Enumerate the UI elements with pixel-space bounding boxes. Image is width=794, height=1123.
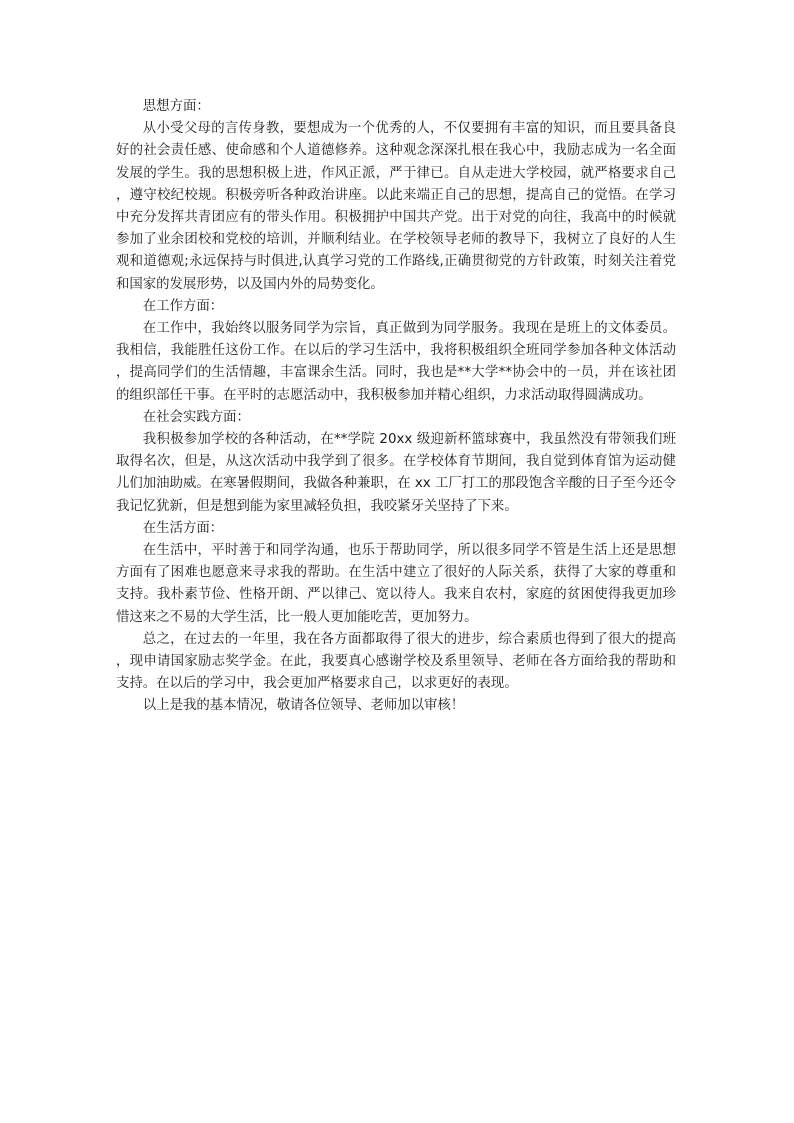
paragraph-social-practice: 我积极参加学校的各种活动，在**学院 20xx 级迎新杯篮球赛中，我虽然没有带领我们班取得名次，但是，从这次活动中我学到了很多。在学校体育节期间，我自觉到体育馆为运动健儿们加油助威。在寒暑假期间，我做各种兼职，在 xx 工厂打工的那段饱含辛酸的日子至今还令我记忆犹新，但是想到能为家里减轻负担，我咬紧牙关坚持了下来。 (116, 432, 676, 514)
paragraph-closing: 以上是我的基本情况，敬请各位领导、老师加以审核！ (142, 698, 465, 714)
paragraph-work: 在工作中，我始终以服务同学为宗旨，真正做到为同学服务。我现在是班上的文体委员。我相信，我能胜任这份工作。在以后的学习生活中，我将积极组织全班同学参加各种文体活动，提高同学们的生活情趣，丰富课余生活。同时，我也是**大学**协会中的一员，并在该社团的组织部任干事。在平时的志愿活动中，我积极参加并精心组织，力求活动取得圆满成功。 (116, 321, 676, 403)
heading-life: 在生活方面： (142, 520, 224, 536)
paragraph-summary: 总之，在过去的一年里，我在各方面都取得了很大的进步，综合素质也得到了很大的提高，现申请国家励志奖学金。在此，我要真心感谢学校及系里领导、老师在各方面给我的帮助和支持。在以后的学习中，我会更加严格要求自己，以求更好的表现。 (116, 631, 676, 692)
document-body (116, 96, 676, 718)
heading-social-practice: 在社会实践方面： (142, 409, 250, 425)
paragraph-thought: 从小受父母的言传身教，要想成为一个优秀的人，不仅要拥有丰富的知识，而且要具备良好的社会责任感、使命感和个人道德修养。这种观念深深扎根在我心中，我励志成为一名全面发展的学生。我的思想积极上进，作风正派，严于律已。自从走进大学校园，就严格要求自己，遵守校纪校规。积极旁听各种政治讲座。以此来端正自己的思想，提高自己的觉悟。在学习中充分发挥共青团应有的带头作用。积极拥护中国共产党。出于对党的向往，我高中的时候就参加了业余团校和党校的培训，并顺利结业。在学校领导老师的教导下，我树立了良好的人生观和道德观;永远保持与时俱进,认真学习党的工作路线,正确贯彻党的方针政策，时刻关注着党和国家的发展形势，以及国内外的局势变化。 (116, 121, 676, 292)
paragraph-life: 在生活中，平时善于和同学沟通，也乐于帮助同学，所以很多同学不管是生活上还是思想方面有了困难也愿意来寻求我的帮助。在生活中建立了很好的人际关系，获得了大家的尊重和支持。我朴素节俭、性格开朗、严以律己、宽以待人。我来自农村，家庭的贫困使得我更加珍惜这来之不易的大学生活，比一般人更加能吃苦，更加努力。 (116, 543, 676, 625)
heading-thought: 思想方面： (142, 99, 210, 114)
heading-work: 在工作方面： (142, 298, 224, 314)
